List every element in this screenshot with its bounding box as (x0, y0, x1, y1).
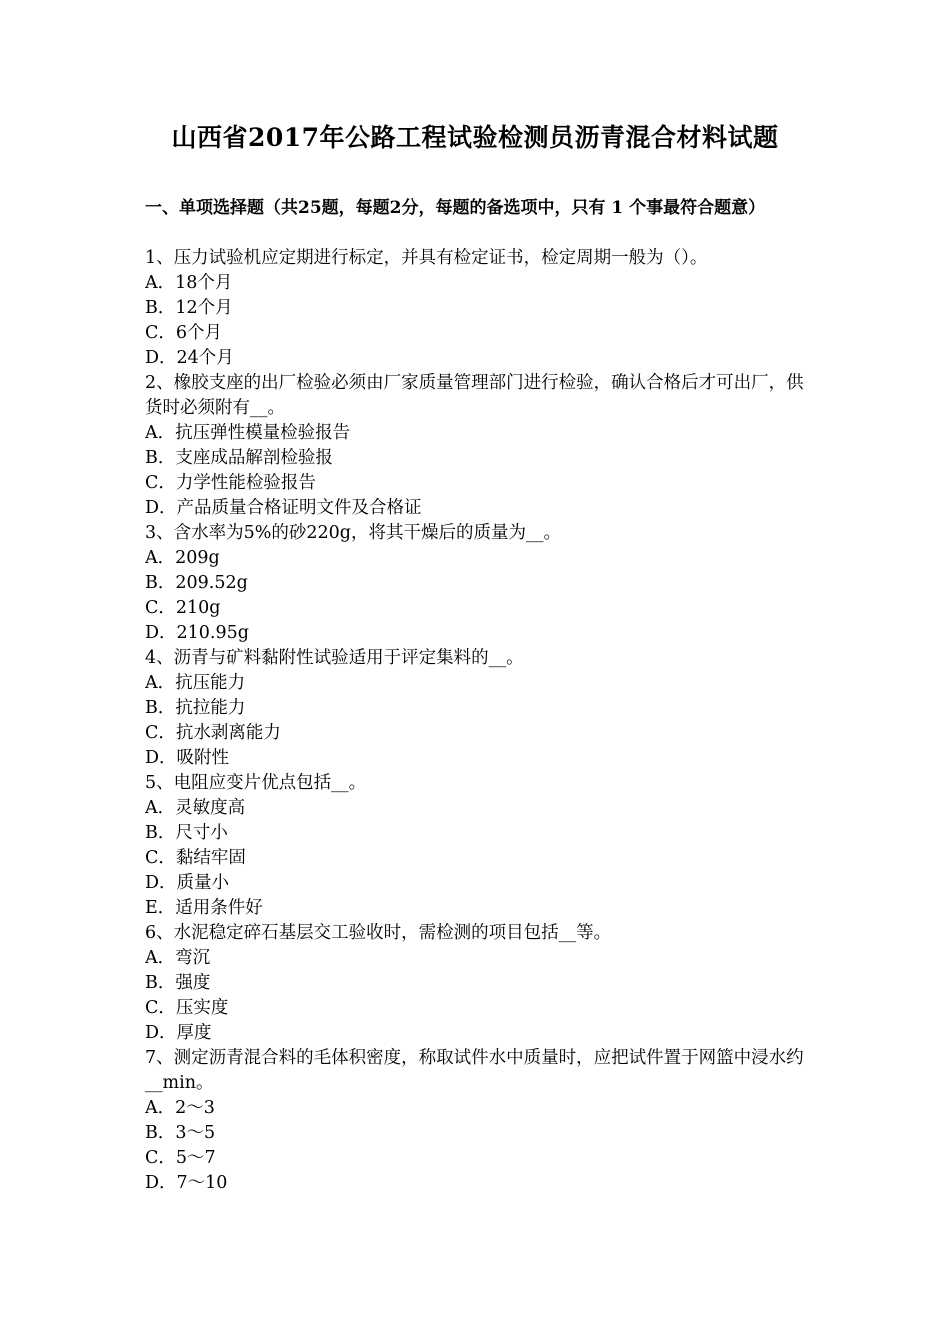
option-c: C．6个月 (145, 323, 223, 343)
option-d: D．产品质量合格证明文件及合格证 (145, 498, 422, 518)
option-d: D．吸附性 (145, 748, 230, 768)
question-stem: 1、压力试验机应定期进行标定，并具有检定证书，检定周期一般为（）。 (145, 248, 708, 268)
option-c: C．抗水剥离能力 (145, 723, 281, 743)
option-a: A．2～3 (145, 1098, 215, 1118)
option-b: B．支座成品解剖检验报 (145, 448, 333, 468)
option-b: B．抗拉能力 (145, 698, 246, 718)
option-e: E．适用条件好 (145, 898, 263, 918)
question-stem: 5、电阻应变片优点包括__。 (145, 773, 367, 793)
option-b: B．12个月 (145, 298, 233, 318)
question-stem: 2、橡胶支座的出厂检验必须由厂家质量管理部门进行检验，确认合格后才可出厂，供货时必须附有__。 (145, 373, 804, 418)
option-a: A．抗压弹性模量检验报告 (145, 423, 351, 443)
option-a: A．209g (145, 548, 220, 568)
option-b: B．尺寸小 (145, 823, 228, 843)
option-a: A．弯沉 (145, 948, 211, 968)
question-stem: 6、水泥稳定碎石基层交工验收时，需检测的项目包括__等。 (145, 923, 612, 943)
option-d: D．质量小 (145, 873, 230, 893)
option-d: D．7～10 (145, 1173, 228, 1193)
option-d: D．厚度 (145, 1023, 212, 1043)
section-heading: 一、单项选择题（共25题，每题2分，每题的备选项中，只有 1 个事最符合题意） (145, 198, 766, 218)
option-b: B．强度 (145, 973, 211, 993)
option-d: D．24个月 (145, 348, 234, 368)
option-a: A．抗压能力 (145, 673, 246, 693)
option-a: A．灵敏度高 (145, 798, 246, 818)
option-d: D．210.95g (145, 623, 249, 643)
question-stem: 7、测定沥青混合料的毛体积密度，称取试件水中质量时，应把试件置于网篮中浸水约__min。 (145, 1048, 804, 1093)
option-b: B．3～5 (145, 1123, 216, 1143)
question-stem: 4、沥青与矿料黏附性试验适用于评定集料的__。 (145, 648, 524, 668)
question-stem: 3、含水率为5%的砂220g，将其干燥后的质量为__。 (145, 523, 561, 543)
option-c: C．黏结牢固 (145, 848, 246, 868)
option-b: B．209.52g (145, 573, 248, 593)
option-c: C．210g (145, 598, 221, 618)
option-c: C．5～7 (145, 1148, 216, 1168)
option-c: C．压实度 (145, 998, 229, 1018)
page-title: 山西省2017年公路工程试验检测员沥青混合材料试题 (171, 123, 779, 152)
question-list (145, 246, 815, 1196)
option-a: A．18个月 (145, 273, 233, 293)
option-c: C．力学性能检验报告 (145, 473, 316, 493)
